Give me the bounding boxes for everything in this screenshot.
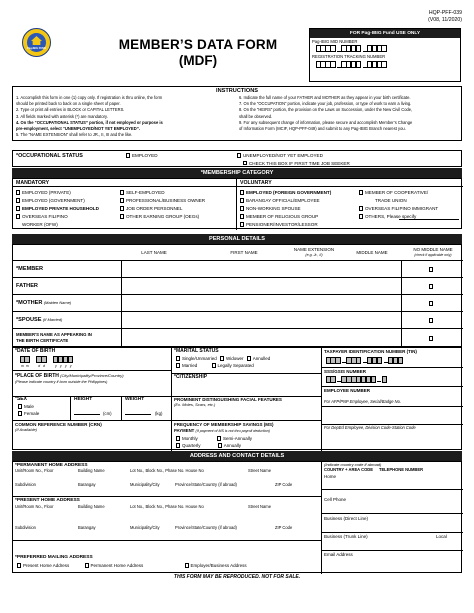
unemployed-checkbox[interactable] — [237, 153, 241, 157]
mother-no-middle-checkbox[interactable] — [429, 301, 435, 306]
biz-trunk-field[interactable] — [322, 540, 463, 550]
opt-job-order[interactable]: JOB ORDER PERSONNEL — [120, 205, 205, 213]
opt-immigrant[interactable]: OVERSEAS FILIPINO IMMIGRANT — [359, 205, 438, 213]
weight-field[interactable] — [125, 410, 151, 415]
citizenship-field[interactable] — [172, 382, 320, 395]
address-bar: ADDRESS AND CONTACT DETAILS — [12, 451, 462, 461]
present-row1-field[interactable] — [14, 511, 320, 523]
pagibig-logo: Pag-IBIG FUND — [22, 28, 51, 57]
father-label: FATHER — [16, 283, 38, 289]
page-subtitle: (MDF) — [178, 53, 218, 68]
sex-male-option[interactable]: Male — [18, 404, 34, 409]
height-field[interactable] — [74, 410, 100, 415]
form-version: (V08, 11/2020) — [428, 17, 462, 23]
mother-name-field[interactable] — [122, 295, 401, 312]
rtn-label: REGISTRATION TRACKING NUMBER — [312, 54, 386, 60]
permanent-row1-field[interactable] — [14, 474, 320, 482]
unemployed-option[interactable]: UNEMPLOYED/NOT YET EMPLOYED — [237, 153, 323, 158]
mid-number-field[interactable] — [310, 45, 460, 53]
features-hint: (Ex. Moles, Scars, etc.) — [174, 402, 216, 407]
occupational-status-row — [12, 150, 462, 167]
col-no-middle-name: NO MIDDLE NAME — [413, 247, 453, 252]
opt-cooperative[interactable]: MEMBER OF COOPERATIVE/ — [359, 189, 438, 197]
opt-ofw[interactable]: OVERSEAS FILIPINO — [16, 213, 99, 221]
voluntary-col-1 — [240, 189, 331, 229]
col-first-name: FIRST NAME — [230, 250, 258, 255]
first-time-seeker-option[interactable]: CHECK THIS BOX IF FIRST TIME JOB SEEKER — [243, 161, 350, 166]
col-no-middle-name-hint: (check if applicable only) — [414, 252, 452, 257]
biz-direct-label: Business (Direct Line) — [324, 516, 369, 521]
weight-unit: (kg) — [155, 411, 163, 416]
present-row2-field[interactable] — [14, 531, 320, 539]
opt-monthly[interactable]: Monthly — [176, 436, 198, 441]
weight-label: WEIGHT — [125, 397, 145, 402]
height-unit: (cm) — [103, 411, 112, 416]
voluntary-col-2: MEMBER OF COOPERATIVE/ TRADE UNION OVERSEAS FILIPINO IMMIGRANT OTHERS, Please specify — [359, 189, 438, 221]
opt-employed-household[interactable]: EMPLOYED PRIVATE HOUSEHOLD — [16, 205, 99, 213]
opt-married[interactable]: Married — [176, 363, 197, 368]
freq-payment-line: PAYMENT (If payment of MS is not thru payroll deduction) — [174, 428, 271, 433]
spouse-name-field[interactable] — [122, 312, 401, 329]
opt-employed-private[interactable]: EMPLOYED (PRIVATE) — [16, 189, 99, 197]
cell-phone-label: Cell Phone — [324, 497, 347, 502]
footer-note: THIS FORM MAY BE REPRODUCED. NOT FOR SALE. — [173, 574, 301, 580]
spouse-no-middle-checkbox[interactable] — [429, 318, 435, 323]
opt-employed-government[interactable]: EMPLOYED (GOVERNMENT) — [16, 197, 99, 205]
dob-hints: m m d d y y y y — [21, 364, 72, 368]
opt-present-home[interactable]: Present Home Address — [17, 563, 69, 568]
cell-phone-field[interactable] — [322, 503, 463, 513]
crn-hint: (If Available) — [15, 427, 38, 432]
personal-details-bar: PERSONAL DETAILS — [12, 234, 462, 244]
instructions-box — [12, 86, 462, 141]
birth-cert-no-middle-checkbox[interactable] — [429, 336, 435, 341]
pob-field[interactable] — [14, 385, 170, 395]
opt-quarterly[interactable]: Quarterly — [176, 443, 201, 448]
opt-oeg[interactable]: OTHER EARNING GROUP (OEGs) — [120, 213, 205, 221]
personal-grid — [12, 347, 462, 450]
opt-single[interactable]: Single/Unmarried — [176, 356, 217, 361]
rtn-number-field[interactable] — [310, 61, 460, 69]
opt-religious[interactable]: MEMBER OF RELIGIOUS GROUP — [240, 213, 331, 221]
biz-direct-field[interactable] — [322, 522, 463, 532]
opt-others[interactable]: OTHERS, Please specify — [359, 213, 438, 221]
birth-cert-name-field[interactable] — [122, 329, 401, 348]
permanent-row2-field[interactable] — [14, 488, 320, 495]
birth-cert-label: MEMBER'S NAME AS APPEARING IN THE BIRTH CERTIFICATE — [16, 332, 92, 343]
employed-option[interactable]: EMPLOYED — [126, 153, 158, 158]
member-label: *MEMBER — [16, 266, 44, 272]
height-label: HEIGHT — [74, 397, 93, 402]
father-no-middle-checkbox[interactable] — [429, 284, 435, 289]
opt-foreign-gov[interactable]: EMPLOYED (FOREIGN GOVERNMENT) — [240, 189, 331, 197]
crn-field[interactable] — [14, 435, 170, 450]
deped-note: For DepEd Employee, Division Code-Station Code — [324, 425, 416, 430]
marital-options — [176, 355, 270, 369]
citizenship-label: *CITIZENSHIP — [174, 374, 208, 380]
occupational-status-label: *OCCUPATIONAL STATUS — [16, 153, 83, 159]
country-code-hint: (Indicate country code if abroad) — [324, 462, 382, 467]
tin-field[interactable] — [326, 357, 403, 365]
father-name-field[interactable] — [122, 278, 401, 295]
opt-semi-annually[interactable]: Semi-Annually — [217, 436, 252, 441]
col-middle-name: MIDDLE NAME — [356, 250, 388, 255]
sex-label: *SEX — [15, 396, 27, 402]
freq-options — [176, 435, 252, 449]
voluntary-label: VOLUNTARY — [240, 180, 272, 186]
opt-pensioner[interactable]: PENSIONER/INVESTOR/LESSOR — [240, 221, 331, 229]
mandatory-col-1 — [16, 189, 99, 229]
opt-annulled[interactable]: Annulled — [247, 356, 271, 361]
instructions-right: 6. Indicate the full name of your FATHER and MOTHER as they appear in your birth certificate. 7. On the “OCCUPATION” portion, indicate your job, profession, or type of work to earn a living. 8. On the “HEIRS” portion, the provision on the Laws on Succession, under the New Civil Code, shall be observed. 9. For any subsequent change of information, please secure and accomplish Member’s Change of Information Form (MCIF, HQP-PFF-049) and submit to any Pag-IBIG Branch nearest you. — [239, 95, 413, 132]
form-code: HQP-PFF-039 — [428, 10, 462, 16]
spouse-label: *SPOUSE (If Married) — [16, 317, 63, 323]
phone-headers: COUNTRY + AREA CODE TELEPHONE NUMBER — [324, 467, 424, 472]
tin-label: TAXPAYER IDENTIFICATION NUMBER (TIN) — [324, 349, 417, 354]
member-name-field[interactable] — [122, 261, 401, 278]
address-box: *PERMANENT HOME ADDRESS Unit/Room No., Floor Building Name Lot No., Block No., Phase No. House No Street Name Subdivision Barangay Municipality/City Province/State/Country (if abroad) ZIP Code *PRESENT HOME ADDRESS Unit/Room No., Floor Building Name Lot No., Block No., Phase No. House No Street Name Subdivision Barangay Municipality/City Province/State/Country (if abroad) ZIP Code *PREFERRED MAILING ADDRESS Present Home Address Permanent Home Address Employer/Business Address (Indicate country code if abroad) COUNTRY + AREA CODE TELEPHONE NUMBER Home Cell Phone Business (Direct Line) Business (Trunk Line) Local Email Address — [12, 461, 462, 573]
col-last-name: LAST NAME — [141, 250, 167, 255]
features-label: PROMINENT DISTINGUISHING FACIAL FEATURES — [174, 397, 282, 402]
mandatory-col-2 — [120, 189, 205, 221]
employee-number-label: EMPLOYEE NUMBER — [324, 388, 371, 393]
sss-field[interactable] — [326, 376, 387, 384]
marital-label: *MARITAL STATUS — [174, 348, 219, 354]
deped-field[interactable] — [322, 433, 463, 450]
opt-employer-address[interactable]: Employer/Business Address — [185, 563, 247, 568]
sss-label: SSS/GSIS NUMBER — [324, 369, 367, 374]
local-label: Local — [436, 534, 447, 539]
opt-annually[interactable]: Annually — [218, 443, 241, 448]
pagibig-use-title: FOR Pag-IBIG Fund USE ONLY — [310, 29, 460, 38]
preferred-address-label: *PREFERRED MAILING ADDRESS — [15, 555, 93, 560]
opt-nonworking-spouse[interactable]: NON-WORKING SPOUSE — [240, 205, 331, 213]
instructions-title: INSTRUCTIONS — [216, 88, 258, 94]
present-address-label: *PRESENT HOME ADDRESS — [15, 498, 80, 503]
email-label: Email Address — [324, 552, 353, 557]
afp-field[interactable] — [322, 407, 463, 424]
mailing-options — [17, 563, 247, 568]
sex-female-option[interactable]: Female — [18, 411, 39, 416]
membership-category-box — [12, 178, 462, 229]
opt-permanent-home[interactable]: Permanent Home Address — [85, 563, 144, 568]
email-field[interactable] — [322, 558, 463, 573]
membership-category-bar: *MEMBERSHIP CATEGORY — [12, 168, 462, 178]
biz-trunk-label: Business (Trunk Line) — [324, 534, 368, 539]
opt-widower[interactable]: Widower — [220, 356, 244, 361]
opt-ofw-cont: WORKER (OFW) — [22, 222, 58, 227]
opt-self-employed[interactable]: SELF-EMPLOYED — [120, 189, 205, 197]
pob-note: (Please indicate country if born outside the Philippines) — [15, 379, 108, 384]
employed-checkbox[interactable] — [126, 153, 130, 157]
mandatory-label: MANDATORY — [16, 180, 50, 186]
names-table — [12, 244, 462, 347]
pob-label: *PLACE OF BIRTH (City/Municipality/Province/Country) — [15, 373, 124, 379]
home-phone-field[interactable] — [322, 479, 463, 489]
pagibig-use-box — [309, 28, 461, 82]
col-name-extension: NAME EXTENSION — [293, 247, 335, 252]
afp-note: For AFP/PNP Employee, Serial/Badge No. — [324, 399, 402, 404]
home-phone-label: Home — [324, 473, 337, 479]
mother-label: *MOTHER (Maiden Name) — [16, 300, 72, 306]
first-time-seeker-checkbox[interactable] — [243, 161, 247, 165]
opt-barangay[interactable]: BARANGAY OFFICIAL/EMPLOYEE — [240, 197, 331, 205]
member-no-middle-checkbox[interactable] — [429, 267, 435, 272]
opt-legally-separated[interactable]: Legally Separated — [212, 363, 254, 368]
opt-professional[interactable]: PROFESSIONAL/BUSINESS OWNER — [120, 197, 205, 205]
crn-label: COMMON REFERENCE NUMBER (CRN) — [15, 422, 102, 427]
page-title: MEMBER’S DATA FORM — [118, 37, 278, 52]
permanent-address-label: *PERMANENT HOME ADDRESS — [15, 463, 88, 468]
freq-label: FREQUENCY OF MEMBERSHIP SAVINGS (MS) — [174, 422, 274, 427]
dob-label: *DATE OF BIRTH — [15, 348, 56, 354]
mid-label: Pag-IBIG MID NUMBER — [312, 38, 358, 44]
col-name-extension-hint: (e.g. Jr., II) — [305, 252, 323, 257]
features-field[interactable] — [172, 409, 320, 420]
instructions-left: 1. Accomplish this form in one (1) copy only. If registration is thru online, the form should be printed back to back on a single sheet of paper. 2. Type or print all entries in BLOCK or CAPITAL LETTERS. 3. All fields marked with asterisk (*) are mandatory. 4. On the “OCCUPATIONAL STATUS” portion, if not employed or purpose is pre-employment, select “UNEMPLOYED/NOT YET EMPLOYED”. 5. The “NAME EXTENSION” shall refer to JR., II, III and the like. — [16, 95, 163, 138]
